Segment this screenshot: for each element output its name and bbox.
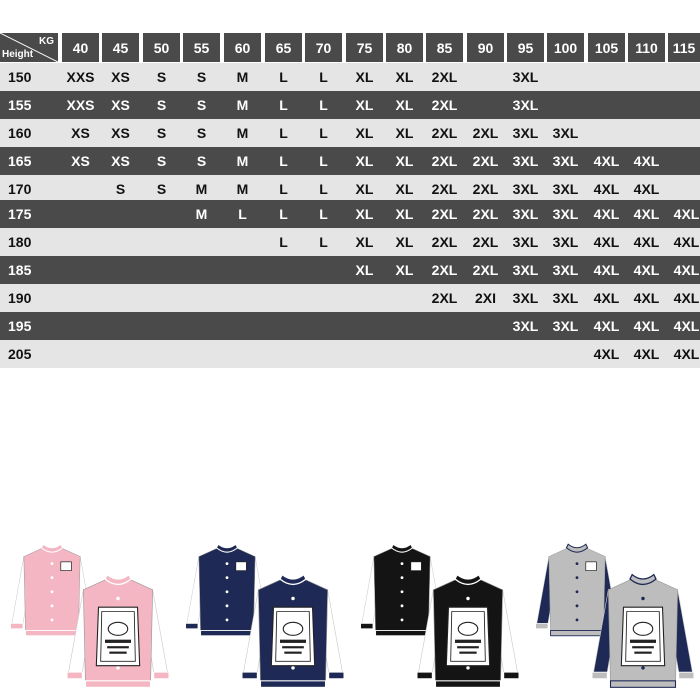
size-cell: L (279, 206, 288, 222)
weight-header-40: 40 (62, 33, 99, 62)
size-cell: M (236, 125, 249, 141)
size-cell: L (319, 97, 328, 113)
height-label: 205 (8, 346, 32, 362)
size-cell: S (156, 181, 167, 197)
size-cell: 3XL (552, 181, 579, 197)
size-cell: 3XL (552, 234, 579, 250)
weight-header-70: 70 (305, 33, 342, 62)
size-cell: 4XL (673, 318, 700, 334)
size-cell: 2XL (472, 234, 499, 250)
size-cell: XL (395, 125, 414, 141)
height-label: 185 (8, 262, 32, 278)
size-cell: 2XI (474, 290, 496, 306)
height-label: 180 (8, 234, 32, 250)
size-cell: XL (355, 234, 374, 250)
size-cell: 2XL (472, 206, 499, 222)
size-cell: XL (395, 262, 414, 278)
size-row-190 (0, 284, 700, 312)
size-cell: S (196, 69, 207, 85)
size-row-195 (0, 312, 700, 340)
black-jacket-icon (412, 566, 524, 696)
weight-axis-label: KG (39, 36, 54, 47)
weight-header-115: 115 (668, 33, 700, 62)
size-cell: L (238, 206, 247, 222)
height-label: 170 (8, 181, 32, 197)
size-cell: 4XL (673, 206, 700, 222)
size-row-160 (0, 119, 700, 147)
weight-header-65: 65 (265, 33, 302, 62)
height-label: 155 (8, 97, 32, 113)
size-cell: L (279, 69, 288, 85)
size-cell: XL (395, 97, 414, 113)
weight-header-60: 60 (224, 33, 261, 62)
weight-header-95: 95 (507, 33, 544, 62)
weight-header-75: 75 (346, 33, 383, 62)
size-cell: 2XL (472, 262, 499, 278)
size-cell: XXS (66, 97, 95, 113)
size-cell: 2XL (472, 125, 499, 141)
size-cell: 4XL (633, 290, 660, 306)
size-cell: 4XL (633, 262, 660, 278)
size-cell: 4XL (673, 234, 700, 250)
weight-header-50: 50 (143, 33, 180, 62)
height-label: 160 (8, 125, 32, 141)
height-label: 190 (8, 290, 32, 306)
size-cell: XL (355, 69, 374, 85)
size-cell: XS (111, 97, 130, 113)
size-cell: 2XL (431, 125, 458, 141)
size-cell: 2XL (431, 206, 458, 222)
size-cell: 2XL (431, 262, 458, 278)
size-row-165 (0, 147, 700, 175)
size-cell: 4XL (673, 346, 700, 362)
weight-header-110: 110 (628, 33, 665, 62)
size-cell: XL (355, 97, 374, 113)
size-cell: 3XL (512, 206, 539, 222)
size-cell: L (279, 234, 288, 250)
size-cell: M (195, 206, 208, 222)
size-cell: S (156, 153, 167, 169)
size-cell: XL (355, 125, 374, 141)
height-label: 195 (8, 318, 32, 334)
size-row-185 (0, 256, 700, 284)
height-label: 175 (8, 206, 32, 222)
weight-header-80: 80 (386, 33, 423, 62)
size-cell: 4XL (593, 153, 620, 169)
weight-header-85: 85 (426, 33, 463, 62)
size-cell: 3XL (552, 290, 579, 306)
size-cell: 2XL (431, 234, 458, 250)
size-cell: 2XL (472, 153, 499, 169)
size-cell: L (279, 97, 288, 113)
size-cell: L (319, 181, 328, 197)
product-photos (0, 520, 700, 700)
size-cell: 2XL (431, 181, 458, 197)
size-cell: 2XL (431, 290, 458, 306)
size-cell: 3XL (512, 234, 539, 250)
size-cell: L (319, 234, 328, 250)
size-cell: 4XL (673, 262, 700, 278)
size-cell: S (156, 97, 167, 113)
size-cell: M (236, 153, 249, 169)
size-row-175 (0, 200, 700, 228)
size-cell: 3XL (512, 181, 539, 197)
size-cell: 3XL (512, 125, 539, 141)
size-cell: M (236, 181, 249, 197)
size-cell: S (196, 125, 207, 141)
size-cell: XS (111, 125, 130, 141)
weight-header-100: 100 (547, 33, 584, 62)
size-cell: L (319, 125, 328, 141)
size-cell: 2XL (431, 69, 458, 85)
weight-header-90: 90 (467, 33, 504, 62)
size-cell: 3XL (552, 262, 579, 278)
size-cell: XL (355, 153, 374, 169)
size-cell: 4XL (633, 318, 660, 334)
size-cell: XL (395, 234, 414, 250)
size-cell: L (279, 181, 288, 197)
size-cell: 4XL (593, 346, 620, 362)
size-cell: 3XL (552, 318, 579, 334)
size-cell: 4XL (593, 234, 620, 250)
size-cell: M (195, 181, 208, 197)
size-cell: 4XL (673, 290, 700, 306)
size-cell: XS (111, 69, 130, 85)
size-cell: 2XL (472, 181, 499, 197)
pink-jacket-icon (62, 566, 174, 696)
size-cell: XL (395, 181, 414, 197)
size-cell: XL (355, 262, 374, 278)
size-cell: L (319, 206, 328, 222)
height-axis-label: Height (2, 49, 34, 60)
size-cell: 3XL (512, 97, 539, 113)
size-cell: M (236, 69, 249, 85)
size-cell: XL (355, 181, 374, 197)
size-cell: 4XL (593, 318, 620, 334)
size-cell: S (156, 69, 167, 85)
size-cell: S (196, 97, 207, 113)
corner-header (0, 33, 58, 62)
size-cell: 3XL (512, 262, 539, 278)
size-cell: 4XL (633, 153, 660, 169)
size-cell: S (196, 153, 207, 169)
size-cell: S (156, 125, 167, 141)
size-cell: 2XL (431, 97, 458, 113)
size-row-150 (0, 63, 700, 91)
size-cell: M (236, 97, 249, 113)
grey-jacket-icon (587, 566, 699, 696)
size-cell: S (115, 181, 126, 197)
size-cell: XS (71, 125, 90, 141)
size-cell: XS (71, 153, 90, 169)
size-cell: L (279, 125, 288, 141)
size-cell: L (319, 153, 328, 169)
size-cell: 2XL (431, 153, 458, 169)
size-cell: L (279, 153, 288, 169)
size-cell: 4XL (633, 234, 660, 250)
size-cell: 3XL (552, 206, 579, 222)
size-cell: 4XL (593, 262, 620, 278)
size-cell: XXS (66, 69, 95, 85)
size-cell: 4XL (593, 181, 620, 197)
size-cell: 4XL (593, 290, 620, 306)
size-cell: XS (111, 153, 130, 169)
size-row-180 (0, 228, 700, 256)
weight-header-45: 45 (102, 33, 139, 62)
size-cell: XL (355, 206, 374, 222)
height-label: 150 (8, 69, 32, 85)
height-label: 165 (8, 153, 32, 169)
size-row-205 (0, 340, 700, 368)
size-cell: 3XL (512, 153, 539, 169)
size-cell: 4XL (593, 206, 620, 222)
size-cell: 4XL (633, 206, 660, 222)
size-cell: XL (395, 69, 414, 85)
size-cell: 3XL (552, 153, 579, 169)
size-cell: 3XL (552, 125, 579, 141)
size-row-170 (0, 175, 700, 203)
size-cell: 4XL (633, 181, 660, 197)
size-cell: 3XL (512, 69, 539, 85)
weight-header-row (0, 0, 700, 62)
size-cell: 3XL (512, 318, 539, 334)
weight-header-105: 105 (588, 33, 625, 62)
size-cell: 3XL (512, 290, 539, 306)
size-cell: L (319, 69, 328, 85)
size-cell: XL (395, 153, 414, 169)
size-cell: 4XL (633, 346, 660, 362)
size-cell: XL (395, 206, 414, 222)
weight-header-55: 55 (183, 33, 220, 62)
size-row-155 (0, 91, 700, 119)
navy-jacket-icon (237, 566, 349, 696)
